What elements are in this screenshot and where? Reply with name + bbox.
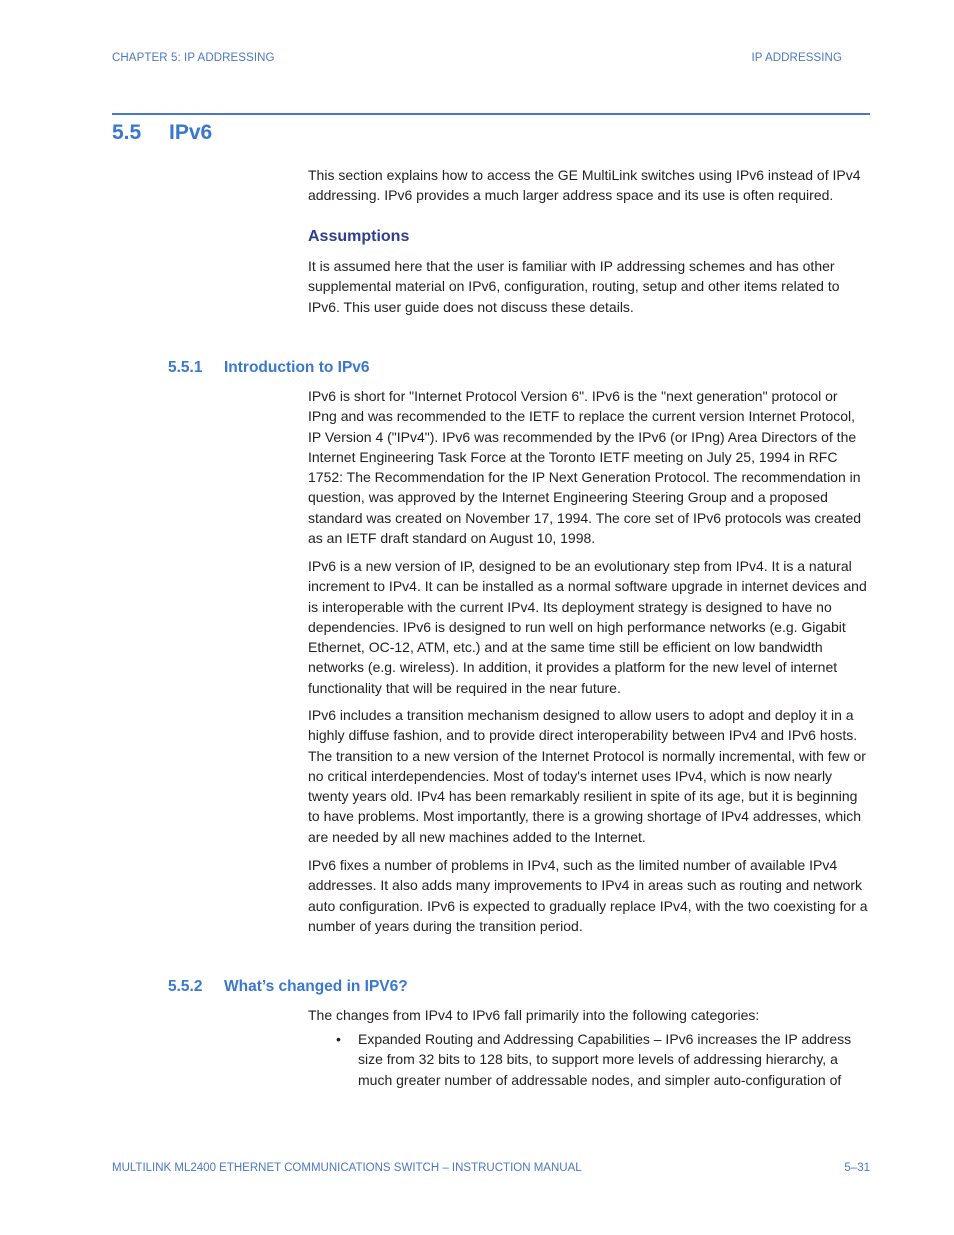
page-number: 5–31 xyxy=(844,1162,870,1174)
assumptions-text: It is assumed here that the user is familiar with IP addressing schemes and has other supplemental material on IPv6, configuration, routing, setup and other items related to IPv6. This user guide does not discuss these details. xyxy=(308,258,840,315)
paragraph-text: IPv6 is a new version of IP, designed to be an evolutionary step from IPv4. It is a natural increment to IPv4. It can be installed as a normal software upgrade in internet devices and is interoperable with the current IPv4. Its deployment strategy is designed to have no dependencies. IPv6 is designed to run well on high performance networks (e.g. Gigabit Ethernet, OC-12, ATM, etc.) and at the same time still be efficient on low bandwidth networks (e.g. wireless). In addition, it provides a platform for the new level of internet functionality that will be required in the near future. xyxy=(308,558,867,696)
subsection-1-title: Introduction to IPv6 xyxy=(224,359,370,376)
bullet-text: Expanded Routing and Addressing Capabilities – IPv6 increases the IP address size from 32 bits to 128 bits, to support more levels of addressing hierarchy, a much greater number of addressable nodes, and simpler auto-configuration of xyxy=(358,1031,852,1088)
paragraph-text: IPv6 is short for "Internet Protocol Version 6". IPv6 is the "next generation" protocol or IPng and was recommended to the IETF to replace the current version Internet Protocol, IP Version 4 ("IPv4"). IPv6 was recommended by the IPv6 (or IPng) Area Directors of the Internet Engineering Task Force at the Toronto IETF meeting on July 25, 1994 in RFC 1752: The Recommendation for the IP Next Generation Protocol. The recommendation in question, was approved by the Internet Engineering Steering Group and a proposed standard was created on November 17, 1994. The core set of IPv6 protocols was created as an IETF draft standard on August 10, 1998. xyxy=(308,388,862,547)
header-chapter: CHAPTER 5: IP ADDRESSING xyxy=(112,52,275,64)
subsection-1-paragraph-1 xyxy=(308,386,870,548)
assumptions-heading: Assumptions xyxy=(308,228,410,245)
subsection-2-intro xyxy=(308,1005,870,1025)
subsection-2-title: What’s changed in IPV6? xyxy=(224,978,408,995)
footer-manual-title: MULTILINK ML2400 ETHERNET COMMUNICATIONS SWITCH – INSTRUCTION MANUAL xyxy=(112,1162,582,1174)
subsection-1-paragraph-2 xyxy=(308,556,870,698)
subsection-1-paragraph-4 xyxy=(308,855,870,936)
paragraph-text: IPv6 includes a transition mechanism designed to allow users to adopt and deploy it in a highly diffuse fashion, and to provide direct interoperability between IPv4 and IPv6 hosts. The transition to a new version of the Internet Protocol is normally incremental, with few or no critical interdependencies. Most of today's internet uses IPv4, which is now nearly twenty years old. IPv4 has been remarkably resilient in spite of its age, but it is beginning to have problems. Most importantly, there is a growing shortage of IPv4 addresses, which are needed by all new machines added to the Internet. xyxy=(308,707,866,845)
subsection-1-paragraph-3 xyxy=(308,705,870,847)
assumptions-body xyxy=(308,256,870,317)
section-intro-text: This section explains how to access the GE MultiLink switches using IPv6 instead of IPv4 addressing. IPv6 provides a much larger address space and its use is often required. xyxy=(308,167,861,204)
subsection-2-number: 5.5.2 xyxy=(168,978,203,995)
section-title: IPv6 xyxy=(169,121,213,144)
subsection-1-number: 5.5.1 xyxy=(168,359,203,376)
section-intro xyxy=(308,165,870,206)
paragraph-text: IPv6 fixes a number of problems in IPv4, such as the limited number of available IPv4 addresses. It also adds many improvements to IPv4 in areas such as routing and network auto configuration. IPv6 is expected to gradually replace IPv4, with the two coexisting for a number of years during the transition period. xyxy=(308,857,868,934)
bullet-dot: • xyxy=(336,1031,341,1047)
section-rule xyxy=(112,113,870,115)
header-section: IP ADDRESSING xyxy=(751,52,842,64)
paragraph-text: The changes from IPv4 to IPv6 fall primarily into the following categories: xyxy=(308,1007,760,1023)
section-number: 5.5 xyxy=(112,121,142,144)
